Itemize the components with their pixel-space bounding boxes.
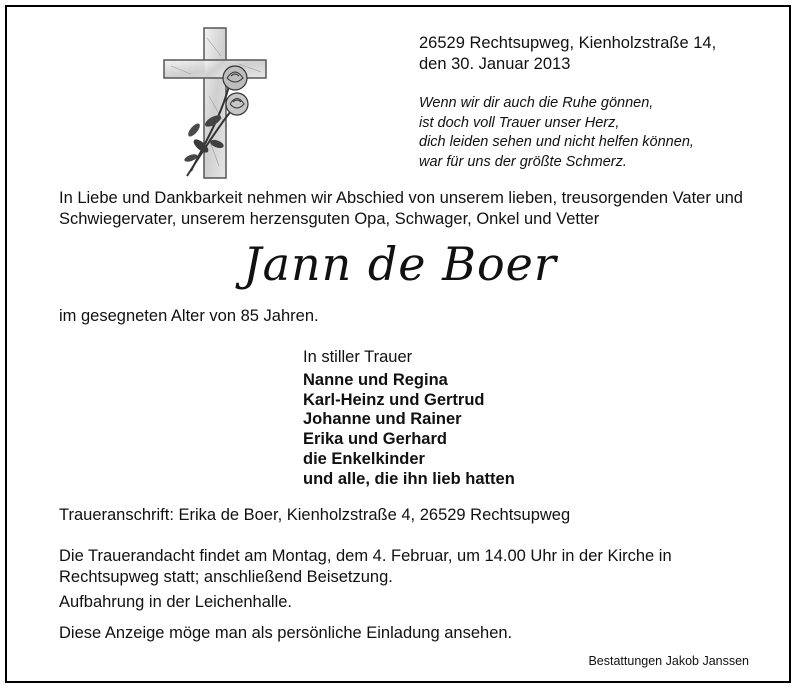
poem-line: Wenn wir dir auch die Ruhe gönnen, — [419, 95, 654, 111]
mourner-name: die Enkelkinder — [303, 449, 425, 468]
poem — [419, 94, 694, 172]
mourner-name: Erika und Gerhard — [303, 430, 447, 449]
mourner-name: Karl-Heinz und Gertrud — [303, 390, 485, 409]
cross-with-roses-icon — [161, 26, 271, 184]
undertaker-name: Bestattungen Jakob Janssen — [588, 654, 749, 668]
aufbahrung-text: Aufbahrung in der Leichenhalle. — [59, 593, 293, 611]
intro-text: In Liebe und Dankbarkeit nehmen wir Abschied von unserem lieben, treusorgenden Vater und Schwiegervater, unserem herzensguten Opa, Schwager, Onkel und Vetter — [59, 189, 743, 228]
mourners-list — [303, 371, 515, 489]
deceased-name: Jann de Boer — [243, 237, 557, 291]
invitation-text: Diese Anzeige möge man als persönliche Einladung ansehen. — [59, 624, 513, 642]
place-and-date — [419, 33, 716, 75]
age-text: im gesegneten Alter von 85 Jahren. — [59, 307, 319, 325]
mourning-address: Traueranschrift: Erika de Boer, Kienholzstraße 4, 26529 Rechtsupweg — [59, 506, 571, 524]
poem-line: war für uns der größte Schmerz. — [419, 153, 627, 170]
date-line: den 30. Januar 2013 — [419, 55, 571, 73]
obituary-notice — [5, 5, 791, 683]
service-text: Die Trauerandacht findet am Montag, dem 4. Februar, um 14.00 Uhr in der Kirche in Rechtsupweg statt; anschließend Beisetzung. — [59, 547, 672, 586]
poem-line: ist doch voll Trauer unser Herz, — [419, 114, 620, 131]
mourners-title: In stiller Trauer — [303, 348, 413, 366]
mourner-name: Nanne und Regina — [303, 371, 448, 389]
mourner-name: und alle, die ihn lieb hatten — [303, 469, 515, 488]
poem-line: dich leiden sehen und nicht helfen können, — [419, 134, 694, 150]
address-line: 26529 Rechtsupweg, Kienholzstraße 14, — [419, 34, 717, 52]
mourner-name: Johanne und Rainer — [303, 410, 462, 429]
